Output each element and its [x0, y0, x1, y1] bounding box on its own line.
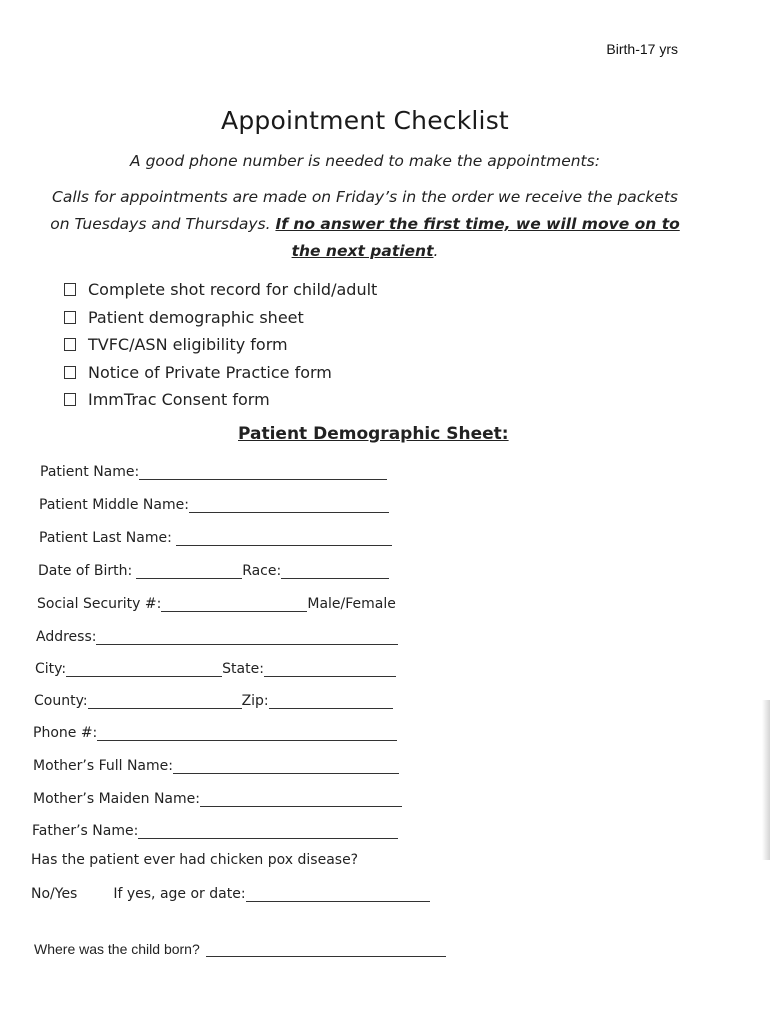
age-range-label: Birth-17 yrs	[606, 41, 678, 57]
no-answer-policy: If no answer the first time, we will move on to the next patient	[275, 215, 680, 260]
patient-middle-name-label: Patient Middle Name:	[39, 497, 189, 513]
address-field	[36, 625, 398, 645]
no-yes-option[interactable]: No/Yes	[31, 886, 78, 902]
age-or-date-label: If yes, age or date:	[113, 886, 246, 902]
instructions-text: Calls for appointments are made on Friday’s in the order we receive the packets on Tuesdays and Thursdays.	[50, 188, 678, 233]
checkbox-icon[interactable]	[64, 338, 76, 351]
checkbox-icon[interactable]	[64, 366, 76, 379]
checklist-item[interactable]	[64, 331, 377, 359]
age-or-date-input[interactable]	[246, 887, 430, 902]
phone-number-note: A good phone number is needed to make the appointments:	[130, 152, 600, 170]
demographic-sheet-heading: Patient Demographic Sheet:	[238, 424, 509, 444]
patient-middle-name-input[interactable]	[189, 498, 389, 513]
zip-input[interactable]	[269, 694, 393, 709]
patient-name-input[interactable]	[139, 465, 387, 480]
mothers-full-name-label: Mother’s Full Name:	[33, 758, 173, 774]
city-label: City:	[35, 661, 67, 677]
social-security-label: Social Security #:	[37, 596, 162, 612]
chicken-pox-answer-field	[31, 882, 430, 902]
checklist-item-label: ImmTrac Consent form	[88, 390, 270, 410]
fathers-name-label: Father’s Name:	[32, 823, 139, 839]
address-input[interactable]	[96, 630, 398, 645]
patient-name-field	[40, 460, 387, 480]
call-instructions	[40, 184, 690, 265]
race-input[interactable]	[281, 564, 389, 579]
fathers-name-input[interactable]	[138, 824, 398, 839]
county-zip-field	[34, 689, 393, 709]
social-security-input[interactable]	[161, 597, 307, 612]
mothers-full-name-field	[33, 754, 399, 774]
race-label: Race:	[242, 563, 282, 579]
mothers-maiden-name-field	[33, 787, 402, 807]
phone-field	[33, 721, 397, 741]
mothers-maiden-name-input[interactable]	[200, 792, 402, 807]
checklist-item[interactable]	[64, 276, 377, 304]
birthplace-input[interactable]	[206, 942, 446, 957]
instructions-end: .	[433, 242, 439, 260]
phone-input[interactable]	[97, 726, 397, 741]
document-checklist	[64, 276, 377, 414]
city-input[interactable]	[66, 662, 222, 677]
mothers-full-name-input[interactable]	[173, 759, 399, 774]
patient-middle-name-field	[39, 493, 389, 513]
patient-name-label: Patient Name:	[40, 464, 140, 480]
zip-label: Zip:	[241, 693, 269, 709]
city-state-field	[35, 657, 396, 677]
patient-last-name-field	[39, 526, 392, 546]
male-female-option[interactable]: Male/Female	[307, 596, 396, 612]
chicken-pox-question: Has the patient ever had chicken pox disease?	[31, 852, 359, 868]
checklist-item-label: Notice of Private Practice form	[88, 362, 332, 382]
ssn-sex-field	[37, 592, 396, 612]
checklist-item-label: TVFC/ASN eligibility form	[88, 335, 288, 355]
checklist-item[interactable]	[64, 304, 377, 332]
checkbox-icon[interactable]	[64, 311, 76, 324]
county-label: County:	[34, 693, 88, 709]
dob-race-field	[38, 559, 389, 579]
patient-last-name-label: Patient Last Name:	[39, 530, 172, 546]
checklist-item[interactable]	[64, 386, 377, 414]
fathers-name-field	[32, 819, 398, 839]
checklist-item-label: Complete shot record for child/adult	[88, 280, 378, 300]
state-input[interactable]	[264, 662, 396, 677]
state-label: State:	[222, 661, 264, 677]
date-of-birth-label: Date of Birth:	[38, 563, 133, 579]
address-label: Address:	[36, 629, 97, 645]
checkbox-icon[interactable]	[64, 393, 76, 406]
county-input[interactable]	[88, 694, 242, 709]
checkbox-icon[interactable]	[64, 283, 76, 296]
checklist-item-label: Patient demographic sheet	[88, 307, 304, 327]
checklist-item[interactable]	[64, 359, 377, 387]
phone-label: Phone #:	[33, 725, 98, 741]
scan-shadow	[762, 700, 770, 860]
patient-last-name-input[interactable]	[176, 531, 392, 546]
birthplace-field	[34, 941, 446, 957]
mothers-maiden-name-label: Mother’s Maiden Name:	[33, 791, 200, 807]
date-of-birth-input[interactable]	[136, 564, 242, 579]
page-title: Appointment Checklist	[221, 106, 509, 135]
birthplace-label: Where was the child born?	[34, 941, 200, 957]
